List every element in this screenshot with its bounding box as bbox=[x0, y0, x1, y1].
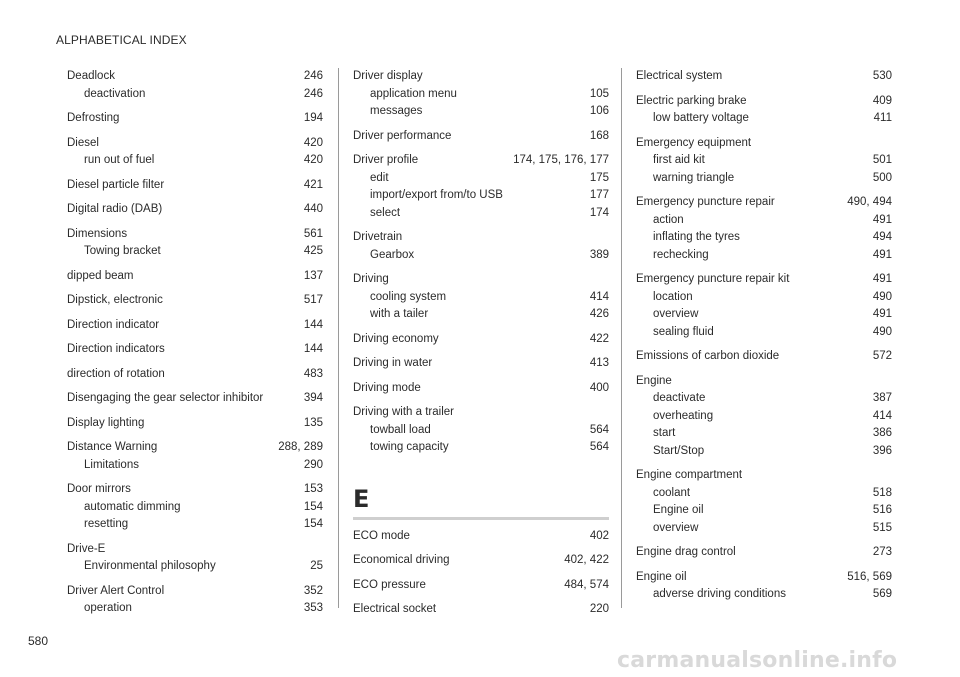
index-subentry bbox=[67, 516, 323, 534]
index-page-numbers[interactable]: 500 bbox=[872, 171, 892, 184]
index-term: start bbox=[653, 427, 676, 439]
index-entry bbox=[636, 271, 892, 341]
index-term: overview bbox=[653, 521, 699, 534]
index-page-numbers[interactable]: 420 bbox=[303, 154, 323, 166]
index-subentry bbox=[636, 289, 892, 307]
index-entry bbox=[67, 135, 323, 170]
index-entry bbox=[67, 317, 323, 335]
index-term: Engine oil bbox=[653, 504, 704, 516]
index-entry-heading bbox=[636, 135, 892, 153]
index-term: adverse driving conditions bbox=[653, 588, 786, 600]
index-entry-heading bbox=[353, 528, 609, 546]
index-entry-heading bbox=[353, 152, 609, 170]
index-page-numbers[interactable]: 491 bbox=[872, 308, 892, 320]
index-entry bbox=[353, 271, 609, 324]
index-entry bbox=[67, 268, 323, 286]
index-page-numbers[interactable]: 411 bbox=[873, 112, 892, 124]
index-term: Driver display bbox=[353, 70, 423, 82]
index-entry-heading bbox=[67, 541, 323, 559]
index-entry-heading bbox=[353, 577, 609, 595]
index-subentry bbox=[636, 408, 892, 426]
index-term: deactivation bbox=[84, 87, 146, 100]
column-divider bbox=[621, 68, 622, 608]
index-term: edit bbox=[370, 171, 389, 184]
index-entry bbox=[353, 528, 609, 546]
index-subentry bbox=[636, 425, 892, 443]
index-page-numbers[interactable]: 490 bbox=[872, 325, 892, 338]
index-subentry bbox=[636, 485, 892, 503]
index-entry-heading bbox=[67, 341, 323, 359]
index-term: ECO mode bbox=[353, 529, 410, 542]
index-term: Direction indicators bbox=[67, 343, 165, 355]
index-page-numbers[interactable]: 106 bbox=[589, 105, 609, 117]
index-entry bbox=[67, 68, 323, 103]
index-page-numbers[interactable]: 518 bbox=[872, 486, 892, 499]
index-entry bbox=[353, 552, 609, 570]
index-page-numbers[interactable]: 389 bbox=[589, 248, 609, 261]
index-subentry bbox=[353, 422, 609, 440]
index-page-numbers[interactable]: 484, 574 bbox=[564, 578, 609, 591]
index-term: dipped beam bbox=[67, 269, 134, 282]
index-subentry bbox=[353, 439, 609, 457]
index-page-numbers[interactable]: 440 bbox=[303, 203, 323, 215]
index-subentry bbox=[67, 86, 323, 104]
index-page-numbers[interactable]: 290 bbox=[303, 458, 323, 471]
index-subentry bbox=[636, 586, 892, 604]
index-page-numbers[interactable]: 516, 569 bbox=[847, 570, 892, 583]
index-term: messages bbox=[370, 105, 423, 117]
index-subentry bbox=[353, 306, 609, 324]
index-term: Limitations bbox=[84, 458, 139, 471]
index-page-numbers[interactable]: 386 bbox=[872, 427, 892, 439]
index-entry-heading bbox=[353, 552, 609, 570]
index-column-2 bbox=[353, 68, 609, 626]
index-entry bbox=[67, 583, 323, 618]
index-entry bbox=[353, 404, 609, 457]
index-page-numbers[interactable]: 273 bbox=[872, 546, 892, 558]
index-term: Engine compartment bbox=[636, 469, 743, 481]
index-subentry bbox=[67, 558, 323, 576]
page-number: 580 bbox=[28, 634, 49, 648]
index-entry-heading bbox=[636, 373, 892, 391]
index-term: Diesel bbox=[67, 136, 99, 149]
index-page-numbers[interactable]: 175 bbox=[589, 171, 609, 184]
index-term: coolant bbox=[653, 486, 691, 499]
index-term: Emergency equipment bbox=[636, 136, 752, 149]
index-term: Electrical socket bbox=[353, 603, 437, 615]
index-column-1 bbox=[67, 68, 323, 625]
index-page-numbers[interactable]: 352 bbox=[303, 584, 323, 597]
index-page-numbers[interactable]: 413 bbox=[589, 357, 609, 369]
index-page-numbers[interactable]: 25 bbox=[310, 560, 323, 572]
index-entry-heading bbox=[353, 331, 609, 349]
index-page-numbers[interactable]: 154 bbox=[303, 518, 323, 530]
index-term: warning triangle bbox=[653, 171, 735, 184]
index-entry-heading bbox=[67, 226, 323, 244]
index-term: Driver performance bbox=[353, 129, 452, 142]
index-subentry bbox=[636, 324, 892, 342]
index-entry-heading bbox=[67, 68, 323, 86]
index-term: Dimensions bbox=[67, 227, 128, 240]
index-entry bbox=[67, 292, 323, 310]
index-term: Gearbox bbox=[370, 248, 415, 261]
index-entry-heading bbox=[67, 268, 323, 286]
index-term: Economical driving bbox=[353, 554, 450, 566]
index-entry bbox=[67, 481, 323, 534]
index-entry-heading bbox=[353, 229, 609, 247]
index-entry-heading bbox=[67, 135, 323, 153]
index-entry-heading bbox=[636, 93, 892, 111]
index-subentry bbox=[636, 306, 892, 324]
index-entry bbox=[67, 541, 323, 576]
index-term: Engine oil bbox=[636, 570, 687, 583]
index-page-numbers[interactable]: 220 bbox=[589, 603, 609, 615]
index-term: Defrosting bbox=[67, 112, 120, 124]
section-rule bbox=[353, 517, 609, 520]
index-term: sealing fluid bbox=[653, 325, 714, 338]
index-term: Emergency puncture repair bbox=[636, 196, 775, 208]
index-page-numbers[interactable]: 246 bbox=[303, 70, 323, 82]
index-page-numbers[interactable]: 105 bbox=[589, 87, 609, 100]
index-term: deactivate bbox=[653, 392, 706, 404]
index-entry-heading bbox=[636, 194, 892, 212]
index-page-numbers[interactable]: 394 bbox=[303, 392, 323, 404]
index-term: Distance Warning bbox=[67, 441, 158, 453]
index-entry-heading bbox=[636, 569, 892, 587]
index-entry-heading bbox=[636, 467, 892, 485]
index-term: Driving bbox=[353, 273, 389, 285]
index-subentry bbox=[636, 443, 892, 461]
index-term: Driving in water bbox=[353, 357, 433, 369]
index-entry bbox=[353, 601, 609, 619]
index-term: location bbox=[653, 290, 693, 303]
index-term: Driver Alert Control bbox=[67, 584, 165, 597]
index-entry bbox=[636, 544, 892, 562]
index-term: Emissions of carbon dioxide bbox=[636, 350, 780, 362]
index-entry-heading bbox=[67, 415, 323, 433]
index-entry-heading bbox=[67, 177, 323, 195]
index-page-numbers[interactable]: 409 bbox=[872, 94, 892, 107]
index-term: low battery voltage bbox=[653, 112, 749, 124]
index-page-numbers[interactable]: 168 bbox=[589, 129, 609, 142]
index-subentry bbox=[353, 289, 609, 307]
index-entry-heading bbox=[353, 271, 609, 289]
index-page-numbers[interactable]: 135 bbox=[303, 416, 323, 429]
index-term: with a tailer bbox=[370, 308, 429, 320]
index-entry bbox=[636, 68, 892, 86]
index-term: direction of rotation bbox=[67, 367, 165, 380]
index-subentry bbox=[353, 247, 609, 265]
index-page-numbers[interactable]: 491 bbox=[872, 248, 892, 261]
index-entry-heading bbox=[67, 366, 323, 384]
index-entry-heading bbox=[67, 110, 323, 128]
index-page-numbers[interactable]: 421 bbox=[303, 178, 323, 191]
index-entry bbox=[636, 348, 892, 366]
index-page-numbers[interactable]: 501 bbox=[872, 154, 892, 166]
index-term: Drive-E bbox=[67, 542, 106, 555]
index-page-numbers[interactable]: 174 bbox=[589, 206, 609, 219]
index-page-numbers[interactable]: 491 bbox=[872, 213, 892, 226]
index-entry-heading bbox=[636, 271, 892, 289]
index-entry bbox=[353, 380, 609, 398]
index-page-numbers[interactable]: 288, 289 bbox=[278, 441, 323, 453]
index-term: application menu bbox=[370, 87, 457, 100]
index-entry-heading bbox=[353, 128, 609, 146]
index-page-numbers[interactable]: 246 bbox=[303, 87, 323, 100]
index-page-numbers[interactable]: 569 bbox=[872, 588, 892, 600]
index-entry-heading bbox=[67, 317, 323, 335]
index-entry bbox=[636, 569, 892, 604]
index-subentry bbox=[67, 243, 323, 261]
index-term: resetting bbox=[84, 518, 129, 530]
index-subentry bbox=[636, 247, 892, 265]
index-entry bbox=[353, 152, 609, 222]
index-entry bbox=[353, 229, 609, 264]
index-term: Start/Stop bbox=[653, 444, 705, 457]
index-entry-heading bbox=[636, 68, 892, 86]
index-subentry bbox=[353, 170, 609, 188]
index-entry bbox=[67, 390, 323, 408]
index-entry bbox=[353, 355, 609, 373]
index-subentry bbox=[636, 520, 892, 538]
index-subentry bbox=[67, 600, 323, 618]
index-subentry bbox=[636, 229, 892, 247]
index-term: Dipstick, electronic bbox=[67, 294, 163, 306]
index-entry-heading bbox=[67, 439, 323, 457]
index-term: rechecking bbox=[653, 248, 709, 261]
index-subentry bbox=[636, 390, 892, 408]
index-page-numbers[interactable]: 561 bbox=[303, 227, 323, 240]
column-divider bbox=[338, 68, 339, 608]
index-entry bbox=[67, 415, 323, 433]
index-term: inflating the tyres bbox=[653, 231, 740, 243]
index-term: action bbox=[653, 213, 684, 226]
index-term: overheating bbox=[653, 409, 714, 422]
index-term: Disengaging the gear selector inhibitor bbox=[67, 392, 264, 404]
index-entry-heading bbox=[353, 601, 609, 619]
index-page-numbers[interactable]: 402, 422 bbox=[564, 554, 609, 566]
index-entry bbox=[67, 226, 323, 261]
index-term: ECO pressure bbox=[353, 578, 426, 591]
index-term: cooling system bbox=[370, 290, 447, 303]
index-term: Drivetrain bbox=[353, 231, 403, 243]
index-term: automatic dimming bbox=[84, 500, 181, 513]
index-subentry bbox=[353, 187, 609, 205]
index-page-numbers[interactable]: 564 bbox=[589, 423, 609, 436]
index-term: Towing bracket bbox=[84, 245, 161, 257]
index-entry bbox=[67, 366, 323, 384]
index-term: Engine drag control bbox=[636, 546, 736, 558]
index-subentry bbox=[353, 205, 609, 223]
index-subentry bbox=[353, 103, 609, 121]
index-term: Digital radio (DAB) bbox=[67, 203, 163, 215]
index-entry-heading bbox=[67, 390, 323, 408]
index-entry-heading bbox=[353, 355, 609, 373]
index-entry bbox=[67, 201, 323, 219]
index-entry-heading bbox=[67, 481, 323, 499]
index-subentry bbox=[636, 502, 892, 520]
index-entry-heading bbox=[353, 380, 609, 398]
index-entry bbox=[353, 68, 609, 121]
index-term: Diesel particle filter bbox=[67, 178, 165, 191]
index-page-numbers[interactable]: 174, 175, 176, 177 bbox=[513, 154, 609, 166]
index-entry bbox=[67, 110, 323, 128]
index-entry-heading bbox=[636, 544, 892, 562]
index-entry-heading bbox=[353, 404, 609, 422]
index-page-numbers[interactable]: 177 bbox=[589, 189, 609, 201]
index-term: Door mirrors bbox=[67, 483, 131, 495]
index-page-numbers[interactable]: 490, 494 bbox=[847, 196, 892, 208]
index-page-numbers[interactable]: 194 bbox=[303, 112, 323, 124]
index-subentry bbox=[353, 86, 609, 104]
index-page-numbers[interactable]: 494 bbox=[872, 231, 892, 243]
page-header-title: ALPHABETICAL INDEX bbox=[56, 33, 187, 47]
index-page-numbers[interactable]: 517 bbox=[303, 294, 323, 306]
index-term: operation bbox=[84, 602, 132, 614]
index-entry bbox=[636, 93, 892, 128]
index-entry-heading bbox=[636, 348, 892, 366]
index-page-numbers[interactable]: 353 bbox=[303, 602, 323, 614]
index-subentry bbox=[636, 110, 892, 128]
index-term: first aid kit bbox=[653, 154, 705, 166]
index-page-numbers[interactable]: 387 bbox=[872, 392, 892, 404]
index-page-numbers[interactable]: 564 bbox=[589, 441, 609, 453]
index-entry-heading bbox=[353, 68, 609, 86]
index-page-numbers[interactable]: 516 bbox=[872, 504, 892, 516]
index-entry bbox=[353, 331, 609, 349]
index-entry bbox=[636, 467, 892, 537]
index-entry-heading bbox=[67, 583, 323, 601]
index-entry bbox=[636, 135, 892, 188]
index-entry-heading bbox=[67, 201, 323, 219]
index-term: import/export from/to USB bbox=[370, 189, 503, 201]
index-term: select bbox=[370, 206, 401, 219]
index-term: run out of fuel bbox=[84, 154, 155, 166]
index-term: overview bbox=[653, 308, 699, 320]
index-subentry bbox=[67, 457, 323, 475]
index-page-numbers[interactable]: 414 bbox=[589, 290, 609, 303]
index-entry-heading bbox=[67, 292, 323, 310]
index-page-numbers[interactable]: 402 bbox=[589, 529, 609, 542]
index-page-numbers[interactable]: 137 bbox=[303, 269, 323, 282]
index-page-numbers[interactable]: 144 bbox=[303, 343, 323, 355]
section-letter-heading: E bbox=[353, 484, 370, 513]
index-page-numbers[interactable]: 572 bbox=[872, 350, 892, 362]
index-page-numbers[interactable]: 414 bbox=[872, 409, 892, 422]
index-entry bbox=[67, 177, 323, 195]
index-term: Direction indicator bbox=[67, 318, 160, 331]
index-page-numbers[interactable]: 425 bbox=[303, 245, 323, 257]
index-term: Driving economy bbox=[353, 332, 439, 345]
index-page-numbers[interactable]: 154 bbox=[303, 500, 323, 513]
index-page-numbers[interactable]: 483 bbox=[303, 367, 323, 380]
index-entry bbox=[353, 128, 609, 146]
index-term: Environmental philosophy bbox=[84, 560, 216, 572]
index-term: Engine bbox=[636, 374, 672, 387]
index-page-numbers[interactable]: 144 bbox=[303, 318, 323, 331]
index-term: towing capacity bbox=[370, 441, 449, 453]
index-subentry bbox=[67, 499, 323, 517]
index-term: Display lighting bbox=[67, 416, 145, 429]
index-page-numbers[interactable]: 515 bbox=[872, 521, 892, 534]
index-term: Electrical system bbox=[636, 70, 723, 82]
index-entry bbox=[636, 194, 892, 264]
index-subentry bbox=[67, 152, 323, 170]
index-term: Driving with a trailer bbox=[353, 406, 454, 418]
index-term: towball load bbox=[370, 423, 431, 436]
index-subentry bbox=[636, 152, 892, 170]
index-page-numbers[interactable]: 420 bbox=[303, 136, 323, 149]
index-term: Driving mode bbox=[353, 381, 421, 394]
index-page-numbers[interactable]: 491 bbox=[872, 273, 892, 285]
index-page-numbers[interactable]: 490 bbox=[872, 290, 892, 303]
index-entry bbox=[67, 341, 323, 359]
index-column-3 bbox=[636, 68, 892, 611]
index-page-numbers[interactable]: 422 bbox=[589, 332, 609, 345]
watermark-logo: carmanualsonline.info bbox=[617, 648, 898, 673]
index-page-numbers[interactable]: 530 bbox=[872, 70, 892, 82]
index-entry bbox=[636, 373, 892, 461]
index-page-numbers[interactable]: 400 bbox=[589, 381, 609, 394]
index-page-numbers[interactable]: 396 bbox=[872, 444, 892, 457]
index-term: Driver profile bbox=[353, 154, 419, 166]
index-page-numbers[interactable]: 426 bbox=[589, 308, 609, 320]
index-subentry bbox=[636, 170, 892, 188]
index-term: Electric parking brake bbox=[636, 94, 747, 107]
index-subentry bbox=[636, 212, 892, 230]
index-term: Emergency puncture repair kit bbox=[636, 273, 790, 285]
index-page-numbers[interactable]: 153 bbox=[303, 483, 323, 495]
index-entry bbox=[67, 439, 323, 474]
index-term: Deadlock bbox=[67, 70, 115, 82]
index-entry bbox=[353, 577, 609, 595]
